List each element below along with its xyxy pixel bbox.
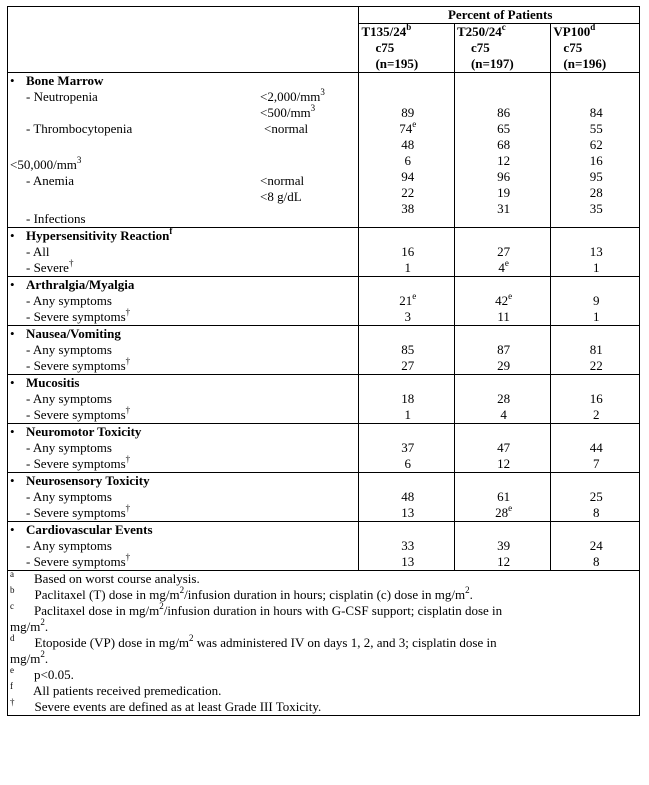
bone-marrow-labels: • Bone Marrow - Neutropenia $<2,000/mm^3$ $<500/mm^3$ - Thrombocytopenia <normal $<50,000/mm^3$ - Anemia <normal <8 g/dL - Infections <box>8 73 359 228</box>
bone-marrow-vp100-values: 84 55 62 16 95 28 35 <box>551 73 640 228</box>
section-mucositis: • Mucositis - Any symptoms - Severe symptoms† 18 1 28 4 16 2 <box>8 375 640 424</box>
bullet-icon: • <box>10 73 15 88</box>
bullet-icon: • <box>10 228 15 243</box>
footnote-a: $^a$ Based on worst course analysis. <box>10 569 200 586</box>
column-header-vp100: VP100$^d$ c75 (n=196) <box>551 24 640 73</box>
bone-marrow-t135-values: 89 74e 48 6 94 22 38 <box>359 73 455 228</box>
footnote-d: $^d$ Etoposide (VP) dose in $mg/m^2$ was administered IV on days 1, 2, and 3; cisplatin dose in $mg/m^2$. <box>10 633 497 666</box>
section-neuromotor: • Neuromotor Toxicity - Any symptoms - Severe symptoms† 37 6 47 12 44 7 <box>8 424 640 473</box>
footnotes-row <box>8 571 640 716</box>
section-cardiovascular: • Cardiovascular Events - Any symptoms - Severe symptoms† 33 13 39 12 24 8 <box>8 522 640 571</box>
bone-marrow-t250-values: 86 65 68 12 96 19 31 <box>454 73 550 228</box>
bullet-icon: • <box>10 473 15 488</box>
bullet-icon: • <box>10 522 15 537</box>
bullet-icon: • <box>10 375 15 390</box>
section-neurosensory: • Neurosensory Toxicity - Any symptoms - Severe symptoms† 48 13 61 28e 25 8 <box>8 473 640 522</box>
footnotes <box>8 571 640 716</box>
section-nausea: • Nausea/Vomiting - Any symptoms - Severe symptoms† 85 27 87 29 81 22 <box>8 326 640 375</box>
header-row <box>8 7 640 24</box>
bullet-icon: • <box>10 424 15 439</box>
percent-of-patients-header <box>359 7 640 24</box>
footnote-dagger: † Severe events are defined as at least Grade III Toxicity. <box>10 697 322 714</box>
bullet-icon: • <box>10 277 15 292</box>
footnote-e: $^e$ p<0.05. <box>10 665 74 682</box>
group-title: Percent of Patients <box>447 7 553 22</box>
footnote-b: $^b$ Paclitaxel (T) dose in $mg/m^2$/infusion duration in hours; cisplatin (c) dose in $mg/m^2$. <box>10 585 473 602</box>
section-bone-marrow <box>8 73 640 228</box>
header-blank-cell <box>8 7 359 73</box>
footnote-c: $^c$ Paclitaxel dose in $mg/m^2$/infusion duration in hours with G-CSF support; cisplatin dose in $mg/m^2$. <box>10 601 503 634</box>
section-title: Bone Marrow <box>26 73 104 88</box>
adverse-events-table <box>7 6 640 716</box>
footnote-f: $^f$ All patients received premedication. <box>10 681 222 698</box>
column-header-t135: T135/24$^b$ c75 (n=195) <box>359 24 455 73</box>
section-arthralgia: • Arthralgia/Myalgia - Any symptoms - Severe symptoms† 21e 3 42e 11 9 1 <box>8 277 640 326</box>
bullet-icon: • <box>10 326 15 341</box>
section-hypersensitivity: • Hypersensitivity Reaction$^f$ - All - Severe† 16 1 27 4e 13 1 <box>8 228 640 277</box>
column-header-t250: T250/24$^c$ c75 (n=197) <box>454 24 550 73</box>
